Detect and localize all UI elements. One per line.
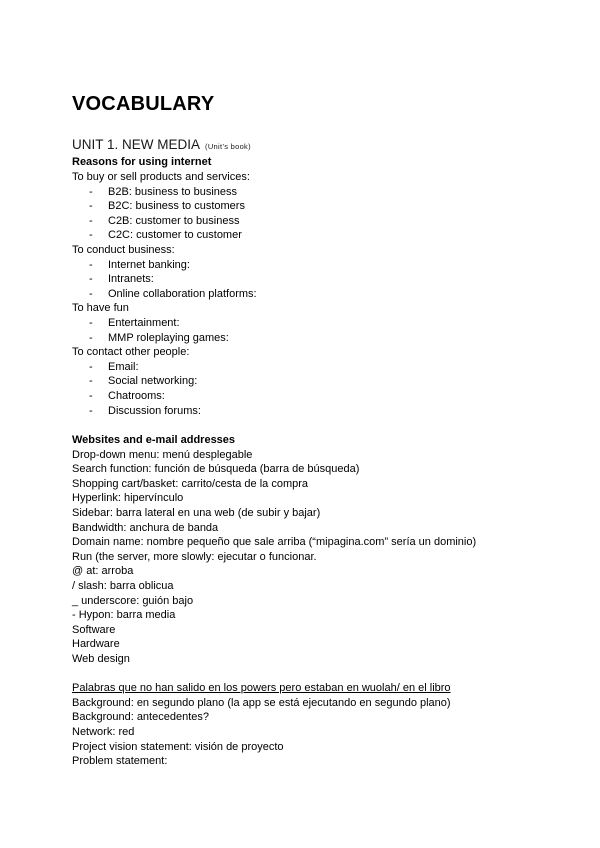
vocab-line: - Hypon: barra media — [72, 609, 176, 622]
vocab-line: Drop-down menu: menú desplegable — [72, 448, 253, 461]
vocab-line: Problem statement: — [72, 755, 168, 768]
bullet-text: Entertainment: — [108, 316, 180, 329]
group-label: To contact other people: — [72, 346, 190, 359]
bullet-text: Social networking: — [108, 375, 198, 388]
bullet-item: - Entertainment: — [89, 316, 180, 329]
reasons-heading: Reasons for using internet — [72, 156, 212, 168]
unit-heading — [72, 136, 572, 155]
vocab-line: Hyperlink: hipervínculo — [72, 492, 184, 505]
document-page — [72, 92, 572, 769]
websites-heading: Websites and e-mail addresses — [72, 433, 236, 446]
bullet-list — [72, 185, 572, 243]
vocab-line: Software — [72, 623, 116, 636]
bullet-text: Intranets: — [108, 273, 154, 286]
bullet-list — [72, 360, 572, 418]
bullet-text: MMP roleplaying games: — [108, 331, 229, 344]
extra-heading: Palabras que no han salido en los powers pero estaban en wuolah/ en el libro — [72, 682, 451, 695]
bullet-text: B2B: business to business — [108, 185, 238, 198]
bullet-item: - Social networking: — [89, 375, 198, 388]
bullet-list — [72, 316, 572, 345]
unit-subnote: (Unit’s book) — [205, 142, 251, 151]
bullet-text: Chatrooms: — [108, 389, 165, 402]
vocab-line: Domain name: nombre pequeño que sale arriba (“mipagina.com” sería un dominio) — [72, 536, 477, 549]
vocab-line: Sidebar: barra lateral en una web (de subir y bajar) — [72, 507, 321, 520]
vocab-line: Project vision statement: visión de proyecto — [72, 740, 284, 753]
bullet-text: Email: — [108, 360, 139, 373]
bullet-item: - Internet banking: — [89, 258, 190, 271]
vocab-line: @ at: arroba — [72, 565, 134, 578]
bullet-item: - Email: — [89, 360, 139, 373]
bullet-item: - B2C: business to customers — [89, 200, 245, 213]
bullet-item: - C2C: customer to customer — [89, 229, 242, 242]
bullet-list — [72, 258, 572, 302]
bullet-item: - Discussion forums: — [89, 404, 201, 417]
bullet-item: - MMP roleplaying games: — [89, 331, 229, 344]
bullet-item: - Intranets: — [89, 273, 154, 286]
bullet-item: - Online collaboration platforms: — [89, 287, 257, 300]
bullet-text: Internet banking: — [108, 258, 190, 271]
bullet-item: - Chatrooms: — [89, 389, 165, 402]
vocab-line: Shopping cart/basket: carrito/cesta de la compra — [72, 477, 309, 490]
group-label: To conduct business: — [72, 243, 175, 256]
vocab-line: Hardware — [72, 638, 120, 651]
spacer — [72, 418, 572, 433]
group-label: To have fun — [72, 302, 129, 315]
vocab-line: Run (the server, more slowly: ejecutar o funcionar. — [72, 550, 317, 563]
bullet-text: Online collaboration platforms: — [108, 287, 257, 300]
bullet-text: B2C: business to customers — [108, 200, 245, 213]
vocab-line: Background: en segundo plano (la app se está ejecutando en segundo plano) — [72, 696, 451, 709]
bullet-text: Discussion forums: — [108, 404, 201, 417]
vocab-line: Web design — [72, 653, 130, 665]
bullet-text: C2C: customer to customer — [108, 229, 242, 242]
document-title: VOCABULARY — [72, 93, 215, 115]
bullet-item: - B2B: business to business — [89, 185, 238, 198]
group-label: To buy or sell products and services: — [72, 171, 250, 183]
bullet-item: - C2B: customer to business — [89, 214, 240, 227]
vocab-line: Search function: función de búsqueda (barra de búsqueda) — [72, 463, 360, 476]
unit-title: UNIT 1. NEW MEDIA — [72, 137, 200, 152]
vocab-line: Network: red — [72, 725, 135, 738]
vocab-line: Background: antecedentes? — [72, 711, 209, 724]
vocab-line: Bandwidth: anchura de banda — [72, 521, 219, 534]
vocab-line: _ underscore: guión bajo — [72, 594, 194, 607]
vocab-line: / slash: barra oblicua — [72, 580, 174, 593]
bullet-text: C2B: customer to business — [108, 214, 240, 227]
spacer — [72, 667, 572, 682]
